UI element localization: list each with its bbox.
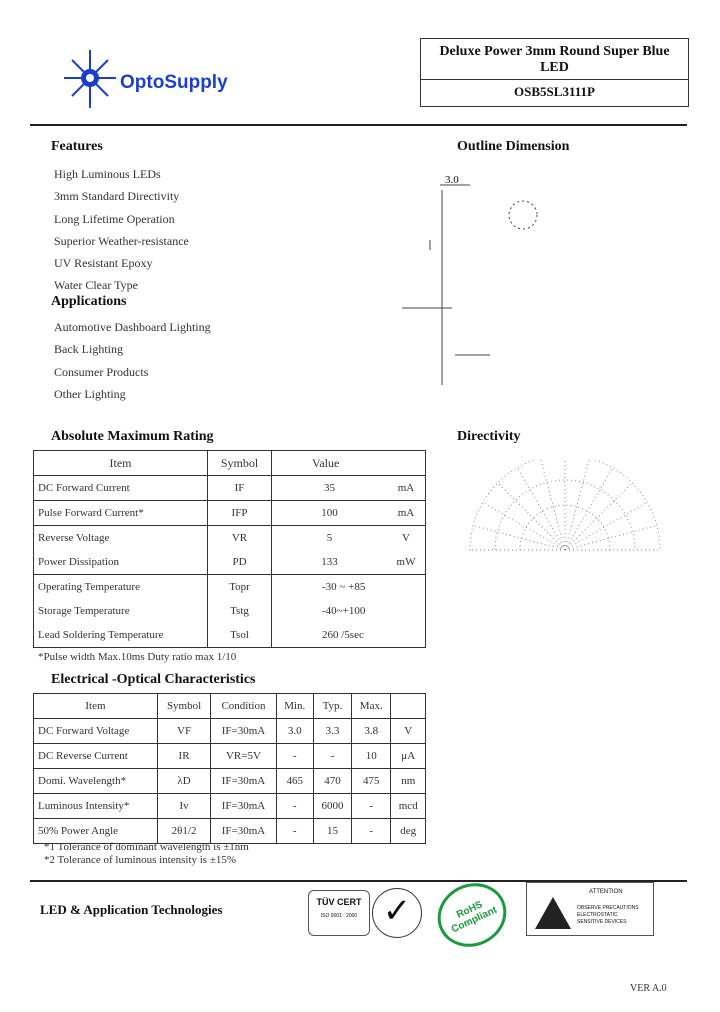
eoc-cell: IR (157, 744, 210, 769)
feature-item: Long Lifetime Operation (54, 211, 175, 226)
eoc-cell: nm (391, 769, 426, 794)
eoc-header-row (34, 694, 426, 719)
amr-unit: V (387, 526, 426, 551)
eoc-row (34, 769, 426, 794)
application-item: Back Lighting (54, 342, 123, 357)
product-title: Deluxe Power 3mm Round Super Blue (439, 44, 670, 59)
directivity-ray (473, 525, 565, 550)
eoc-cell: - (352, 819, 391, 844)
application-item: Other Lighting (54, 386, 126, 401)
rohs-logo: RoHS Compliant (427, 872, 517, 958)
amr-symbol: IF (208, 476, 272, 501)
esd-title: ATTENTION (589, 889, 623, 895)
eoc-cell: 6000 (313, 794, 351, 819)
amr-header-item: Item (34, 451, 208, 476)
eoc-header: Typ. (313, 694, 351, 719)
amr-symbol: Tstg (208, 599, 272, 623)
esd-line: ELECTROSTATIC (577, 912, 618, 918)
eoc-cell: 15 (313, 819, 351, 844)
eoc-heading: Electrical -Optical Characteristics (51, 672, 256, 687)
eoc-header: Item (34, 694, 158, 719)
amr-item: Power Dissipation (34, 550, 208, 575)
eoc-cell: - (276, 819, 313, 844)
esd-text (577, 905, 639, 926)
feature-item: UV Resistant Epoxy (54, 256, 153, 271)
eoc-row (34, 794, 426, 819)
esd-warning-icon (533, 895, 573, 931)
eoc-cell: deg (391, 819, 426, 844)
title-box (420, 38, 689, 107)
amr-value: -30 ~ +85 (272, 575, 426, 600)
application-item: Automotive Dashboard Lighting (54, 320, 211, 334)
eoc-cell: Iv (157, 794, 210, 819)
amr-header-value: Value (272, 451, 426, 476)
eoc-cell: 3.0 (276, 719, 313, 744)
amr-heading: Absolute Maximum Rating (51, 429, 214, 444)
eoc-cell: 10 (352, 744, 391, 769)
eoc-cell: μA (391, 744, 426, 769)
eoc-cell: - (276, 794, 313, 819)
amr-unit: mA (387, 501, 426, 526)
eoc-notes (44, 841, 249, 867)
eoc-cell: - (276, 744, 313, 769)
directivity-ray (565, 460, 590, 550)
eoc-cell: IF=30mA (211, 794, 276, 819)
feature-item: Superior Weather-resistance (54, 233, 189, 248)
features-list (54, 163, 189, 297)
quality-check-icon: ✓ (372, 888, 422, 938)
feature-item: High Luminous LEDs (54, 167, 161, 181)
eoc-cell: VR=5V (211, 744, 276, 769)
eoc-header: Max. (352, 694, 391, 719)
feature-item: 3mm Standard Directivity (54, 189, 180, 204)
directivity-chart (465, 460, 665, 565)
eoc-note: *1 Tolerance of dominant wavelength is ±1nm (44, 841, 249, 853)
amr-item: Pulse Forward Current* (34, 501, 208, 526)
directivity-ray (565, 483, 632, 550)
amr-row (34, 550, 426, 575)
eoc-cell: - (313, 744, 351, 769)
dimension-label: 3.0 (445, 174, 459, 186)
amr-row (34, 623, 426, 648)
amr-row (34, 575, 426, 600)
amr-item: Reverse Voltage (34, 526, 208, 551)
amr-symbol: Topr (208, 575, 272, 600)
eoc-cell: VF (157, 719, 210, 744)
eoc-cell: DC Forward Voltage (34, 719, 158, 744)
eoc-cell: Domi. Wavelength* (34, 769, 158, 794)
header-divider (30, 124, 687, 126)
version-label: VER A.0 (630, 983, 667, 994)
eoc-note: *2 Tolerance of luminous intensity is ±15% (44, 854, 237, 866)
eoc-header: Min. (276, 694, 313, 719)
application-item: Consumer Products (54, 364, 149, 379)
tuv-text: TÜV CERT (316, 897, 362, 907)
directivity-ray (483, 503, 565, 551)
directivity-ray (518, 468, 566, 550)
eoc-cell: 3.3 (313, 719, 351, 744)
amr-unit: mA (387, 476, 426, 501)
eoc-row (34, 719, 426, 744)
amr-header-symbol: Symbol (208, 451, 272, 476)
eoc-cell: IF=30mA (211, 819, 276, 844)
eoc-cell: 475 (352, 769, 391, 794)
esd-line: OBSERVE PRECAUTIONS (577, 905, 639, 911)
company-name: LED & Application Technologies (40, 902, 223, 917)
eoc-row (34, 819, 426, 844)
amr-value: 260 /5sec (272, 623, 426, 648)
eoc-cell: mcd (391, 794, 426, 819)
amr-symbol: PD (208, 550, 272, 575)
eoc-header: Condition (211, 694, 276, 719)
eoc-cell: λD (157, 769, 210, 794)
eoc-cell: 470 (313, 769, 351, 794)
amr-table (33, 450, 426, 648)
amr-item: Operating Temperature (34, 575, 208, 600)
amr-item: Lead Soldering Temperature (34, 623, 208, 648)
amr-symbol: Tsol (208, 623, 272, 648)
applications-heading: Applications (51, 294, 127, 309)
applications-list (54, 316, 211, 405)
eoc-cell: 465 (276, 769, 313, 794)
directivity-ray (565, 525, 657, 550)
eoc-header (391, 694, 426, 719)
directivity-heading: Directivity (457, 429, 521, 444)
outline-drawing (390, 170, 560, 395)
esd-line: SENSITIVE DEVICES (577, 919, 627, 925)
part-number: OSB5SL3111P (421, 79, 688, 100)
directivity-ray (540, 460, 565, 550)
amr-symbol: VR (208, 526, 272, 551)
amr-row (34, 476, 426, 501)
eoc-cell: 2θ1/2 (157, 819, 210, 844)
amr-item: DC Forward Current (34, 476, 208, 501)
product-title-2: LED (540, 60, 569, 75)
eoc-cell: Luminous Intensity* (34, 794, 158, 819)
eoc-cell: V (391, 719, 426, 744)
eoc-header: Symbol (157, 694, 210, 719)
eoc-table (33, 693, 426, 844)
tuv-cert-logo (308, 890, 370, 936)
eoc-cell: IF=30mA (211, 719, 276, 744)
eoc-cell: 50% Power Angle (34, 819, 158, 844)
eoc-row (34, 744, 426, 769)
amr-value: 5 (272, 526, 388, 551)
amr-value: -40~+100 (272, 599, 426, 623)
features-heading: Features (51, 139, 103, 154)
esd-warning (526, 882, 654, 936)
directivity-ray (498, 483, 565, 550)
amr-value: 133 (272, 550, 388, 575)
amr-row (34, 599, 426, 623)
iso-text: ISO 9001 : 2000 (320, 913, 358, 919)
eoc-cell: DC Reverse Current (34, 744, 158, 769)
eoc-cell: IF=30mA (211, 769, 276, 794)
amr-unit: mW (387, 550, 426, 575)
amr-row (34, 501, 426, 526)
eoc-cell: 3.8 (352, 719, 391, 744)
amr-symbol: IFP (208, 501, 272, 526)
amr-row (34, 526, 426, 551)
eoc-cell: - (352, 794, 391, 819)
optosupply-logo-icon (62, 48, 122, 110)
amr-item: Storage Temperature (34, 599, 208, 623)
outline-heading: Outline Dimension (457, 139, 570, 154)
amr-note: *Pulse width Max.10ms Duty ratio max 1/10 (38, 651, 237, 663)
amr-value: 35 (272, 476, 388, 501)
feature-item: Water Clear Type (54, 278, 138, 293)
brand-name: OptoSupply (120, 72, 228, 93)
amr-value: 100 (272, 501, 388, 526)
